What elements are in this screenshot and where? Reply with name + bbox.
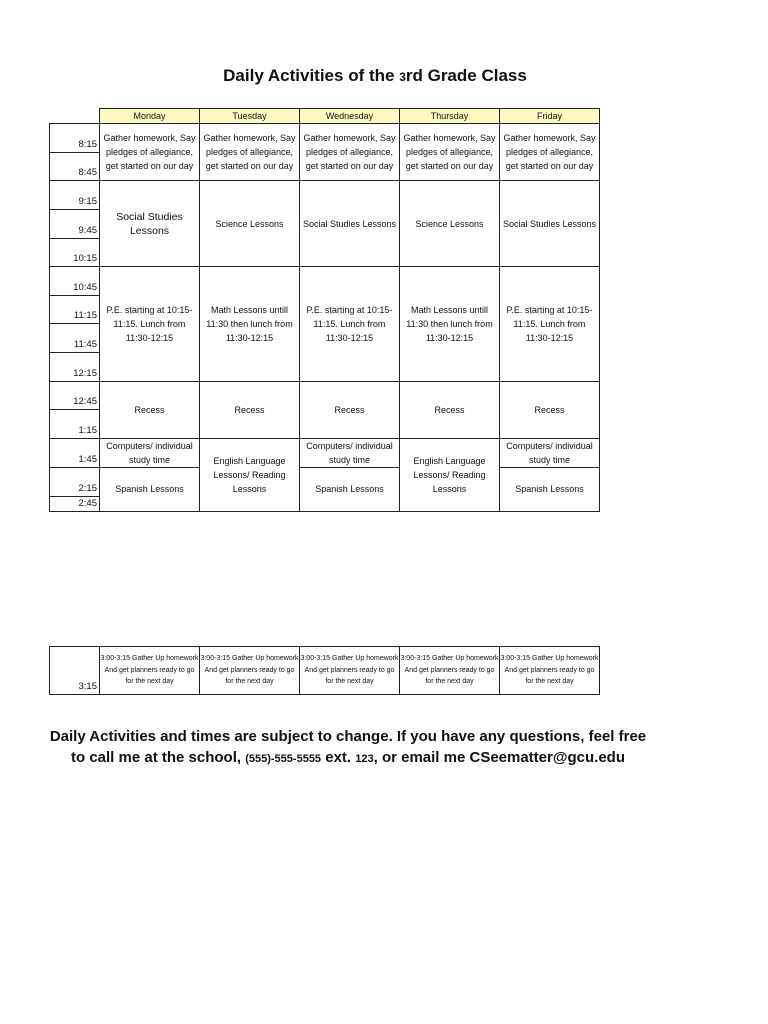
friday-gather: Gather homework, Say pledges of allegiance, get started on our day: [500, 124, 600, 181]
time-cell: [50, 124, 100, 138]
monday-recess: Recess: [100, 381, 200, 438]
time-cell: [50, 324, 100, 338]
time-cell: [50, 381, 100, 395]
time-cell: [50, 468, 100, 482]
tuesday-recess: Recess: [200, 381, 300, 438]
page-title: [0, 66, 750, 86]
tuesday-math-lunch: Math Lessons untill 11:30 then lunch from 11:30-12:15: [200, 267, 300, 382]
thursday-science: Science Lessons: [400, 181, 500, 267]
tuesday-english: English Language Lessons/ Reading Lessons: [200, 439, 300, 512]
monday-gather: Gather homework, Say pledges of allegiance, get started on our day: [100, 124, 200, 181]
monday-gather-up: 3:00-3:15 Gather Up homework And get planners ready to go for the next day: [100, 647, 200, 695]
end-of-day-row: [50, 647, 600, 695]
monday-computers: Computers/ individual study time: [100, 439, 200, 468]
wednesday-spanish: Spanish Lessons: [300, 468, 400, 512]
monday-pe-lunch: P.E. starting at 10:15- 11:15. Lunch from 11:30-12:15: [100, 267, 200, 382]
footnote-phone: (555)-555-5555: [245, 753, 322, 765]
end-of-day-table: [49, 646, 600, 695]
schedule-table: [49, 108, 600, 512]
corner-cell: [50, 109, 100, 124]
title-text-end: rd Grade Class: [405, 66, 527, 85]
thursday-math-lunch: Math Lessons untill 11:30 then lunch from 11:30-12:15: [400, 267, 500, 382]
time-label: 10:15: [50, 252, 100, 267]
time-label: 11:15: [50, 309, 100, 324]
time-label: 2:45: [50, 496, 100, 511]
wednesday-recess: Recess: [300, 381, 400, 438]
friday-spanish: Spanish Lessons: [500, 468, 600, 512]
wednesday-computers: Computers/ individual study time: [300, 439, 400, 468]
friday-pe-lunch: P.E. starting at 10:15- 11:15. Lunch from 11:30-12:15: [500, 267, 600, 382]
day-header-thursday: Thursday: [400, 109, 500, 124]
time-cell: [50, 209, 100, 223]
time-label: 12:15: [50, 367, 100, 382]
wednesday-social-studies: Social Studies Lessons: [300, 181, 400, 267]
wednesday-pe-lunch: P.E. starting at 10:15- 11:15. Lunch from 11:30-12:15: [300, 267, 400, 382]
day-header-friday: Friday: [500, 109, 600, 124]
footnote-email-text: , or email me CSeematter@gcu.edu: [373, 749, 625, 766]
time-label: 2:15: [50, 482, 100, 497]
tuesday-science: Science Lessons: [200, 181, 300, 267]
footnote-ext-text: ext.: [321, 749, 356, 766]
time-label: 11:45: [50, 338, 100, 353]
time-label: 9:15: [50, 195, 100, 210]
time-cell: [50, 181, 100, 195]
time-cell: [50, 410, 100, 424]
time-label: 8:45: [50, 166, 100, 181]
thursday-english: English Language Lessons/ Reading Lessons: [400, 439, 500, 512]
time-cell: [50, 295, 100, 309]
thursday-recess: Recess: [400, 381, 500, 438]
title-grade-number: 3: [399, 70, 406, 84]
tuesday-gather-up: 3:00-3:15 Gather Up homework And get planners ready to go for the next day: [200, 647, 300, 695]
time-cell: [50, 152, 100, 166]
time-label: 10:45: [50, 281, 100, 296]
time-cell: [50, 238, 100, 252]
tuesday-gather: Gather homework, Say pledges of allegiance, get started on our day: [200, 124, 300, 181]
header-row: [50, 109, 600, 124]
time-cell: [50, 439, 100, 453]
friday-social-studies: Social Studies Lessons: [500, 181, 600, 267]
time-label: 1:15: [50, 424, 100, 439]
time-cell: [50, 353, 100, 367]
wednesday-gather: Gather homework, Say pledges of allegiance, get started on our day: [300, 124, 400, 181]
friday-gather-up: 3:00-3:15 Gather Up homework And get planners ready to go for the next day: [500, 647, 600, 695]
footnote: [45, 726, 651, 770]
friday-computers: Computers/ individual study time: [500, 439, 600, 468]
day-header-tuesday: Tuesday: [200, 109, 300, 124]
title-text: Daily Activities of the: [223, 66, 400, 85]
time-cell: [50, 267, 100, 281]
end-time-label: 3:15: [50, 647, 100, 695]
time-label: 1:45: [50, 453, 100, 468]
day-header-wednesday: Wednesday: [300, 109, 400, 124]
wednesday-gather-up: 3:00-3:15 Gather Up homework And get planners ready to go for the next day: [300, 647, 400, 695]
thursday-gather: Gather homework, Say pledges of allegiance, get started on our day: [400, 124, 500, 181]
time-label: 8:15: [50, 138, 100, 153]
footnote-text: Daily Activities and times are subject to change. If you have any questions, feel free to call me at the school,: [49, 728, 647, 766]
time-label: 9:45: [50, 224, 100, 239]
time-label: 12:45: [50, 395, 100, 410]
thursday-gather-up: 3:00-3:15 Gather Up homework And get planners ready to go for the next day: [400, 647, 500, 695]
footnote-ext-number: 123: [355, 753, 374, 765]
monday-social-studies: Social Studies Lessons: [100, 181, 200, 267]
day-header-monday: Monday: [100, 109, 200, 124]
monday-spanish: Spanish Lessons: [100, 468, 200, 512]
friday-recess: Recess: [500, 381, 600, 438]
